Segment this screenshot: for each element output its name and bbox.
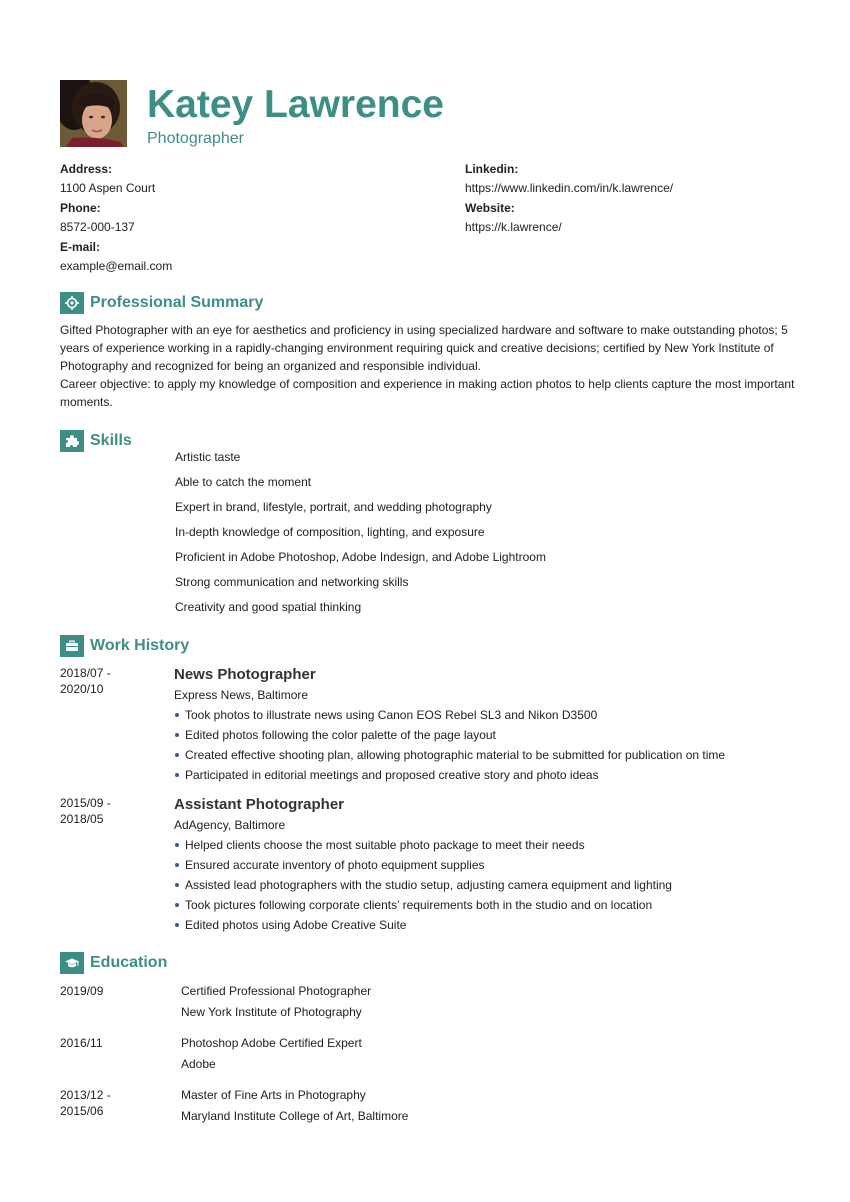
contact-phone (60, 201, 135, 234)
contact-linkedin-label: Linkedin: (465, 162, 519, 176)
education-school: New York Institute of Photography (181, 1005, 362, 1019)
section-education-heading (60, 952, 167, 974)
contact-email-value[interactable]: example@email.com (60, 259, 173, 273)
list-item: Able to catch the moment (175, 475, 312, 489)
education-degree: Master of Fine Arts in Photography (181, 1088, 366, 1102)
list-item: Took pictures following corporate clients’ requirements both in the studio and on location (174, 898, 774, 918)
section-skills-heading (60, 430, 132, 452)
list-item: Proficient in Adobe Photoshop, Adobe Indesign, and Adobe Lightroom (175, 550, 546, 564)
summary-text (60, 321, 795, 411)
graduation-cap-icon (60, 952, 84, 974)
job-date-start: 2018/07 - (60, 666, 111, 680)
section-work-title: Work History (90, 637, 190, 654)
section-work-heading (60, 635, 189, 657)
education-date (60, 983, 103, 999)
section-summary-heading (60, 292, 263, 314)
list-item: Artistic taste (175, 450, 241, 464)
job-company: AdAgency, Baltimore (174, 818, 286, 832)
contact-phone-value: 8572-000-137 (60, 220, 135, 234)
education-school: Adobe (181, 1057, 216, 1071)
job-entry (174, 666, 774, 788)
job-bullets (174, 708, 774, 788)
job-title: News Photographer (174, 666, 316, 683)
education-degree: Certified Professional Photographer (181, 984, 372, 998)
list-item: Ensured accurate inventory of photo equipment supplies (174, 858, 774, 878)
list-item: Edited photos following the color palette of the page layout (174, 728, 774, 748)
briefcase-icon (60, 635, 84, 657)
contact-address (60, 162, 155, 195)
section-education-title: Education (90, 954, 168, 971)
job-title: Assistant Photographer (174, 796, 345, 813)
list-item: In-depth knowledge of composition, lighting, and exposure (175, 525, 485, 539)
candidate-title: Photographer (147, 130, 244, 147)
job-entry (174, 796, 774, 938)
puzzle-icon (60, 430, 84, 452)
contact-address-value: 1100 Aspen Court (60, 181, 156, 195)
list-item: Participated in editorial meetings and proposed creative story and photo ideas (174, 768, 774, 788)
education-date-start: 2019/09 (60, 984, 104, 998)
job-date (60, 665, 140, 697)
education-entry (181, 984, 371, 1019)
contact-website (465, 201, 562, 234)
contact-website-label: Website: (465, 201, 515, 215)
education-date (60, 1087, 111, 1119)
contact-email (60, 240, 172, 273)
list-item: Creativity and good spatial thinking (175, 600, 362, 614)
contact-phone-label: Phone: (60, 201, 101, 215)
contact-address-label: Address: (60, 162, 113, 176)
list-item: Assisted lead photographers with the studio setup, adjusting camera equipment and lighting (174, 878, 774, 898)
section-skills-title: Skills (90, 432, 132, 449)
education-entry (181, 1036, 362, 1071)
summary-objective: Career objective: to apply my knowledge of composition and experience in making action photos to help clients capture the most important moments. (60, 377, 795, 409)
list-item: Edited photos using Adobe Creative Suite (174, 918, 774, 938)
summary-paragraph: Gifted Photographer with an eye for aesthetics and proficiency in using specialized hardware and software to make outstanding photos; 5 years of experience working in a rapidly-changing environment requiring quick and creative decisions; certified by New York Institute of Photography and recognized for being an organized and responsible individual. (60, 323, 788, 373)
education-date-start: 2013/12 - (60, 1088, 111, 1102)
target-icon (60, 292, 84, 314)
contact-linkedin-link[interactable]: https://www.linkedin.com/in/k.lawrence/ (465, 181, 674, 195)
education-degree: Photoshop Adobe Certified Expert (181, 1036, 362, 1050)
job-bullets (174, 838, 774, 938)
job-company: Express News, Baltimore (174, 688, 309, 702)
job-date-end: 2018/05 (60, 812, 104, 826)
education-entry (181, 1088, 408, 1123)
list-item: Expert in brand, lifestyle, portrait, and wedding photography (175, 500, 492, 514)
education-date-end: 2015/06 (60, 1104, 104, 1118)
job-date (60, 795, 140, 827)
education-date-start: 2016/11 (60, 1036, 103, 1050)
list-item: Took photos to illustrate news using Canon EOS Rebel SL3 and Nikon D3500 (174, 708, 774, 728)
candidate-name: Katey Lawrence (147, 83, 444, 126)
list-item: Helped clients choose the most suitable photo package to meet their needs (174, 838, 774, 858)
section-summary-title: Professional Summary (90, 294, 264, 311)
contact-email-label: E-mail: (60, 240, 101, 254)
contact-website-link[interactable]: https://k.lawrence/ (465, 220, 562, 234)
job-date-end: 2020/10 (60, 682, 104, 696)
profile-photo (60, 80, 127, 147)
list-item: Strong communication and networking skills (175, 575, 409, 589)
education-date (60, 1035, 103, 1051)
education-school: Maryland Institute College of Art, Baltimore (181, 1109, 409, 1123)
job-date-start: 2015/09 - (60, 796, 111, 810)
contact-linkedin (465, 162, 673, 195)
skills-list (175, 449, 546, 624)
list-item: Created effective shooting plan, allowing photographic material to be submitted for publication on time (174, 748, 774, 768)
